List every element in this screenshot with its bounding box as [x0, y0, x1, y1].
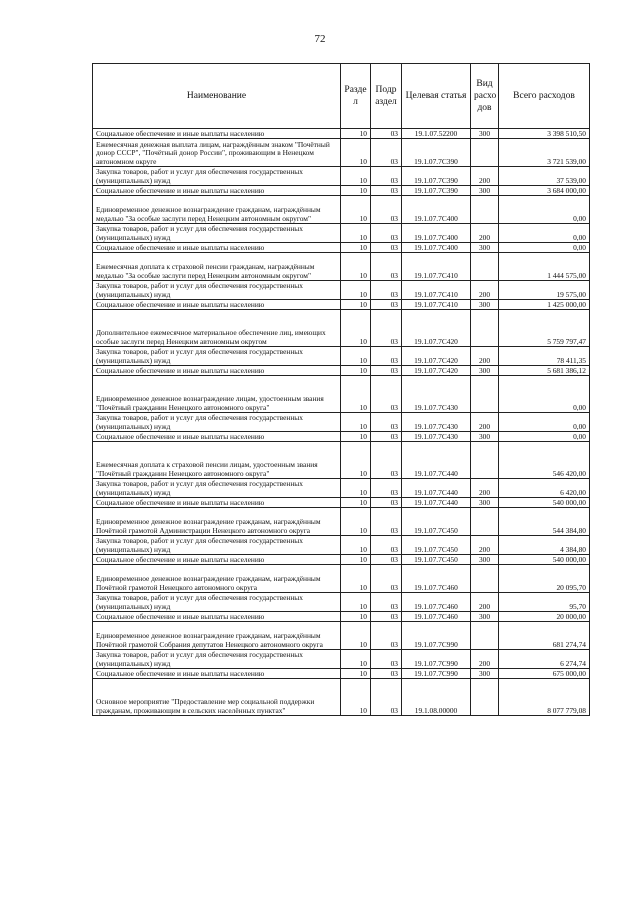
- row-total: 0,00: [499, 196, 590, 224]
- row-name: Закупка товаров, работ и услуг для обеспечения государственных (муниципальных) нужд: [93, 167, 341, 186]
- row-total: 20 000,00: [499, 612, 590, 622]
- row-section: 10: [341, 366, 371, 376]
- row-target-article: 19.1.07.7С420: [402, 366, 471, 376]
- row-name: Закупка товаров, работ и услуг для обеспечения государственных (муниципальных) нужд: [93, 536, 341, 555]
- row-section: 10: [341, 347, 371, 366]
- table-row: [93, 669, 590, 679]
- table-row: [93, 281, 590, 300]
- row-target-article: 19.1.07.7С410: [402, 281, 471, 300]
- row-expense-type: 300: [471, 366, 499, 376]
- row-expense-type: [471, 622, 499, 650]
- row-name: Социальное обеспечение и иные выплаты населению: [93, 555, 341, 565]
- row-expense-type: 300: [471, 300, 499, 310]
- table-row: [93, 300, 590, 310]
- row-section: 10: [341, 243, 371, 253]
- row-subsection: 03: [371, 224, 402, 243]
- row-subsection: 03: [371, 186, 402, 196]
- row-total: 675 000,00: [499, 669, 590, 679]
- row-section: 10: [341, 432, 371, 442]
- row-target-article: 19.1.07.52200: [402, 129, 471, 139]
- row-expense-type: 300: [471, 669, 499, 679]
- row-target-article: 19.1.07.7С430: [402, 413, 471, 432]
- row-total: 1 425 000,00: [499, 300, 590, 310]
- row-section: 10: [341, 508, 371, 536]
- page-number: 72: [314, 33, 326, 45]
- table-row: [93, 622, 590, 650]
- row-section: 10: [341, 300, 371, 310]
- row-expense-type: 300: [471, 612, 499, 622]
- table-row: [93, 413, 590, 432]
- row-name: Социальное обеспечение и иные выплаты населению: [93, 129, 341, 139]
- row-total: 95,70: [499, 593, 590, 612]
- row-section: 10: [341, 565, 371, 593]
- row-section: 10: [341, 129, 371, 139]
- table-row: [93, 310, 590, 347]
- row-name: Единовременное денежное вознаграждение гражданам, награждённым Почётной грамотой Администрации Ненецкого автономного округа: [93, 508, 341, 536]
- row-expense-type: 300: [471, 186, 499, 196]
- row-section: 10: [341, 622, 371, 650]
- table-row: [93, 376, 590, 413]
- row-subsection: 03: [371, 432, 402, 442]
- row-total: 20 095,70: [499, 565, 590, 593]
- row-name: Закупка товаров, работ и услуг для обеспечения государственных (муниципальных) нужд: [93, 281, 341, 300]
- row-expense-type: [471, 679, 499, 716]
- row-subsection: 03: [371, 479, 402, 498]
- row-name: Закупка товаров, работ и услуг для обеспечения государственных (муниципальных) нужд: [93, 347, 341, 366]
- table-row: [93, 139, 590, 167]
- row-name: Единовременное денежное вознаграждение лицам, удостоенным звания "Почётный гражданин Ненецкого автономного округа": [93, 376, 341, 413]
- expenses-table: [92, 63, 590, 716]
- row-section: 10: [341, 224, 371, 243]
- row-section: 10: [341, 498, 371, 508]
- row-total: 540 000,00: [499, 498, 590, 508]
- row-subsection: 03: [371, 679, 402, 716]
- header-section: Разде л: [341, 64, 371, 129]
- table-header-row: [93, 64, 590, 129]
- row-expense-type: 200: [471, 167, 499, 186]
- row-name: Социальное обеспечение и иные выплаты населению: [93, 498, 341, 508]
- row-total: 1 444 575,00: [499, 253, 590, 281]
- table-row: [93, 186, 590, 196]
- table-row: [93, 565, 590, 593]
- table-row: [93, 243, 590, 253]
- row-target-article: 19.1.07.7С390: [402, 167, 471, 186]
- row-section: 10: [341, 196, 371, 224]
- row-subsection: 03: [371, 622, 402, 650]
- row-target-article: 19.1.07.7С990: [402, 669, 471, 679]
- table-row: [93, 224, 590, 243]
- row-subsection: 03: [371, 253, 402, 281]
- row-section: 10: [341, 650, 371, 669]
- row-target-article: 19.1.07.7С450: [402, 536, 471, 555]
- row-target-article: 19.1.07.7С390: [402, 139, 471, 167]
- row-name: Социальное обеспечение и иные выплаты населению: [93, 612, 341, 622]
- row-target-article: 19.1.07.7С460: [402, 593, 471, 612]
- table-row: [93, 366, 590, 376]
- row-name: Закупка товаров, работ и услуг для обеспечения государственных (муниципальных) нужд: [93, 479, 341, 498]
- table-row: [93, 650, 590, 669]
- table-row: [93, 129, 590, 139]
- row-subsection: 03: [371, 281, 402, 300]
- row-total: 5 759 797,47: [499, 310, 590, 347]
- row-section: 10: [341, 253, 371, 281]
- row-name: Ежемесячная доплата к страховой пенсии лицам, удостоенным звания "Почётный гражданин Ненецкого автономного округа": [93, 442, 341, 479]
- table-row: [93, 679, 590, 716]
- row-total: 4 384,80: [499, 536, 590, 555]
- row-section: 10: [341, 281, 371, 300]
- row-subsection: 03: [371, 366, 402, 376]
- row-total: 6 274,74: [499, 650, 590, 669]
- row-section: 10: [341, 612, 371, 622]
- row-subsection: 03: [371, 347, 402, 366]
- row-expense-type: 200: [471, 224, 499, 243]
- row-section: 10: [341, 679, 371, 716]
- row-section: 10: [341, 310, 371, 347]
- row-subsection: 03: [371, 612, 402, 622]
- row-expense-type: [471, 565, 499, 593]
- header-total: Всего расходов: [499, 64, 590, 129]
- row-target-article: 19.1.07.7С450: [402, 508, 471, 536]
- row-section: 10: [341, 167, 371, 186]
- header-expense-type: Вид расхо дов: [471, 64, 499, 129]
- row-name: Основное мероприятие "Предоставление мер социальной поддержки гражданам, проживающим в сельских населённых пунктах": [93, 679, 341, 716]
- row-name: Закупка товаров, работ и услуг для обеспечения государственных (муниципальных) нужд: [93, 593, 341, 612]
- row-subsection: 03: [371, 593, 402, 612]
- table-row: [93, 167, 590, 186]
- row-total: 8 077 779,08: [499, 679, 590, 716]
- row-expense-type: 200: [471, 650, 499, 669]
- row-name: Закупка товаров, работ и услуг для обеспечения государственных (муниципальных) нужд: [93, 650, 341, 669]
- row-expense-type: [471, 196, 499, 224]
- header-name: Наименование: [93, 64, 341, 129]
- row-target-article: 19.1.07.7С440: [402, 498, 471, 508]
- row-target-article: 19.1.07.7С420: [402, 347, 471, 366]
- row-expense-type: 200: [471, 281, 499, 300]
- row-subsection: 03: [371, 650, 402, 669]
- row-total: 0,00: [499, 432, 590, 442]
- row-subsection: 03: [371, 536, 402, 555]
- table-row: [93, 498, 590, 508]
- row-section: 10: [341, 479, 371, 498]
- table-row: [93, 593, 590, 612]
- table-row: [93, 508, 590, 536]
- row-total: 681 274,74: [499, 622, 590, 650]
- row-total: 6 420,00: [499, 479, 590, 498]
- table-row: [93, 253, 590, 281]
- row-name: Дополнительное ежемесячное материальное обеспечение лиц, имеющих особые заслуги перед Ненецким автономным округом: [93, 310, 341, 347]
- row-name: Закупка товаров, работ и услуг для обеспечения государственных (муниципальных) нужд: [93, 224, 341, 243]
- table-row: [93, 612, 590, 622]
- row-section: 10: [341, 593, 371, 612]
- row-expense-type: 300: [471, 555, 499, 565]
- row-target-article: 19.1.07.7С400: [402, 243, 471, 253]
- row-section: 10: [341, 376, 371, 413]
- row-name: Социальное обеспечение и иные выплаты населению: [93, 432, 341, 442]
- row-subsection: 03: [371, 442, 402, 479]
- row-expense-type: 300: [471, 498, 499, 508]
- row-expense-type: 200: [471, 479, 499, 498]
- row-subsection: 03: [371, 498, 402, 508]
- row-subsection: 03: [371, 129, 402, 139]
- row-expense-type: 300: [471, 129, 499, 139]
- row-expense-type: [471, 310, 499, 347]
- row-section: 10: [341, 186, 371, 196]
- row-target-article: 19.1.07.7С400: [402, 196, 471, 224]
- row-target-article: 19.1.07.7С990: [402, 622, 471, 650]
- row-subsection: 03: [371, 555, 402, 565]
- row-section: 10: [341, 442, 371, 479]
- header-target-article: Целевая статья: [402, 64, 471, 129]
- row-expense-type: [471, 139, 499, 167]
- table-row: [93, 347, 590, 366]
- row-name: Ежемесячная денежная выплата лицам, награждённым знаком "Почётный донор СССР", "Почётный донор России", проживающим в Ненецком автономном округе: [93, 139, 341, 167]
- row-expense-type: [471, 253, 499, 281]
- row-section: 10: [341, 536, 371, 555]
- row-subsection: 03: [371, 508, 402, 536]
- row-total: 5 681 386,12: [499, 366, 590, 376]
- row-total: 546 420,00: [499, 442, 590, 479]
- row-name: Социальное обеспечение и иные выплаты населению: [93, 300, 341, 310]
- row-target-article: 19.1.07.7С430: [402, 432, 471, 442]
- row-expense-type: 200: [471, 413, 499, 432]
- row-expense-type: [471, 508, 499, 536]
- row-total: 37 539,00: [499, 167, 590, 186]
- row-expense-type: 200: [471, 536, 499, 555]
- row-section: 10: [341, 555, 371, 565]
- row-subsection: 03: [371, 196, 402, 224]
- row-target-article: 19.1.07.7С460: [402, 565, 471, 593]
- row-target-article: 19.1.07.7С410: [402, 253, 471, 281]
- row-target-article: 19.1.07.7С400: [402, 224, 471, 243]
- row-name: Социальное обеспечение и иные выплаты населению: [93, 186, 341, 196]
- row-subsection: 03: [371, 300, 402, 310]
- table-row: [93, 479, 590, 498]
- row-section: 10: [341, 139, 371, 167]
- row-name: Социальное обеспечение и иные выплаты населению: [93, 669, 341, 679]
- row-total: 19 575,00: [499, 281, 590, 300]
- row-subsection: 03: [371, 413, 402, 432]
- row-subsection: 03: [371, 310, 402, 347]
- row-name: Социальное обеспечение и иные выплаты населению: [93, 243, 341, 253]
- header-subsection: Подр аздел: [371, 64, 402, 129]
- table-row: [93, 432, 590, 442]
- row-total: 0,00: [499, 243, 590, 253]
- row-total: 3 398 510,50: [499, 129, 590, 139]
- row-target-article: 19.1.07.7С390: [402, 186, 471, 196]
- row-total: 540 000,00: [499, 555, 590, 565]
- row-subsection: 03: [371, 139, 402, 167]
- row-target-article: 19.1.07.7С450: [402, 555, 471, 565]
- row-target-article: 19.1.08.00000: [402, 679, 471, 716]
- row-subsection: 03: [371, 243, 402, 253]
- table-row: [93, 196, 590, 224]
- row-target-article: 19.1.07.7С420: [402, 310, 471, 347]
- row-target-article: 19.1.07.7С430: [402, 376, 471, 413]
- row-total: 3 684 000,00: [499, 186, 590, 196]
- row-total: 3 721 539,00: [499, 139, 590, 167]
- row-expense-type: [471, 442, 499, 479]
- table-row: [93, 442, 590, 479]
- row-name: Единовременное денежное вознаграждение гражданам, награждённым Почётной грамотой Ненецкого автономного округа: [93, 565, 341, 593]
- row-subsection: 03: [371, 565, 402, 593]
- table-row: [93, 536, 590, 555]
- row-total: 78 411,35: [499, 347, 590, 366]
- row-subsection: 03: [371, 167, 402, 186]
- row-name: Социальное обеспечение и иные выплаты населению: [93, 366, 341, 376]
- row-expense-type: 200: [471, 593, 499, 612]
- row-total: 0,00: [499, 376, 590, 413]
- row-total: 0,00: [499, 224, 590, 243]
- row-expense-type: 300: [471, 432, 499, 442]
- row-subsection: 03: [371, 376, 402, 413]
- row-expense-type: 300: [471, 243, 499, 253]
- row-name: Единовременное денежное вознаграждение гражданам, награждённым Почётной грамотой Собрания депутатов Ненецкого автономного округа: [93, 622, 341, 650]
- row-section: 10: [341, 669, 371, 679]
- row-name: Закупка товаров, работ и услуг для обеспечения государственных (муниципальных) нужд: [93, 413, 341, 432]
- row-name: Единовременное денежное вознаграждение гражданам, награждённым медалью "За особые заслуги перед Ненецким автономным округом": [93, 196, 341, 224]
- row-subsection: 03: [371, 669, 402, 679]
- row-target-article: 19.1.07.7С410: [402, 300, 471, 310]
- row-section: 10: [341, 413, 371, 432]
- row-total: 0,00: [499, 413, 590, 432]
- row-target-article: 19.1.07.7С990: [402, 650, 471, 669]
- row-name: Ежемесячная доплата к страховой пенсии гражданам, награждённым медалью "За особые заслуги перед Ненецким автономным округом": [93, 253, 341, 281]
- row-target-article: 19.1.07.7С440: [402, 479, 471, 498]
- table-row: [93, 555, 590, 565]
- row-expense-type: 200: [471, 347, 499, 366]
- row-expense-type: [471, 376, 499, 413]
- row-total: 544 384,80: [499, 508, 590, 536]
- row-target-article: 19.1.07.7С440: [402, 442, 471, 479]
- row-target-article: 19.1.07.7С460: [402, 612, 471, 622]
